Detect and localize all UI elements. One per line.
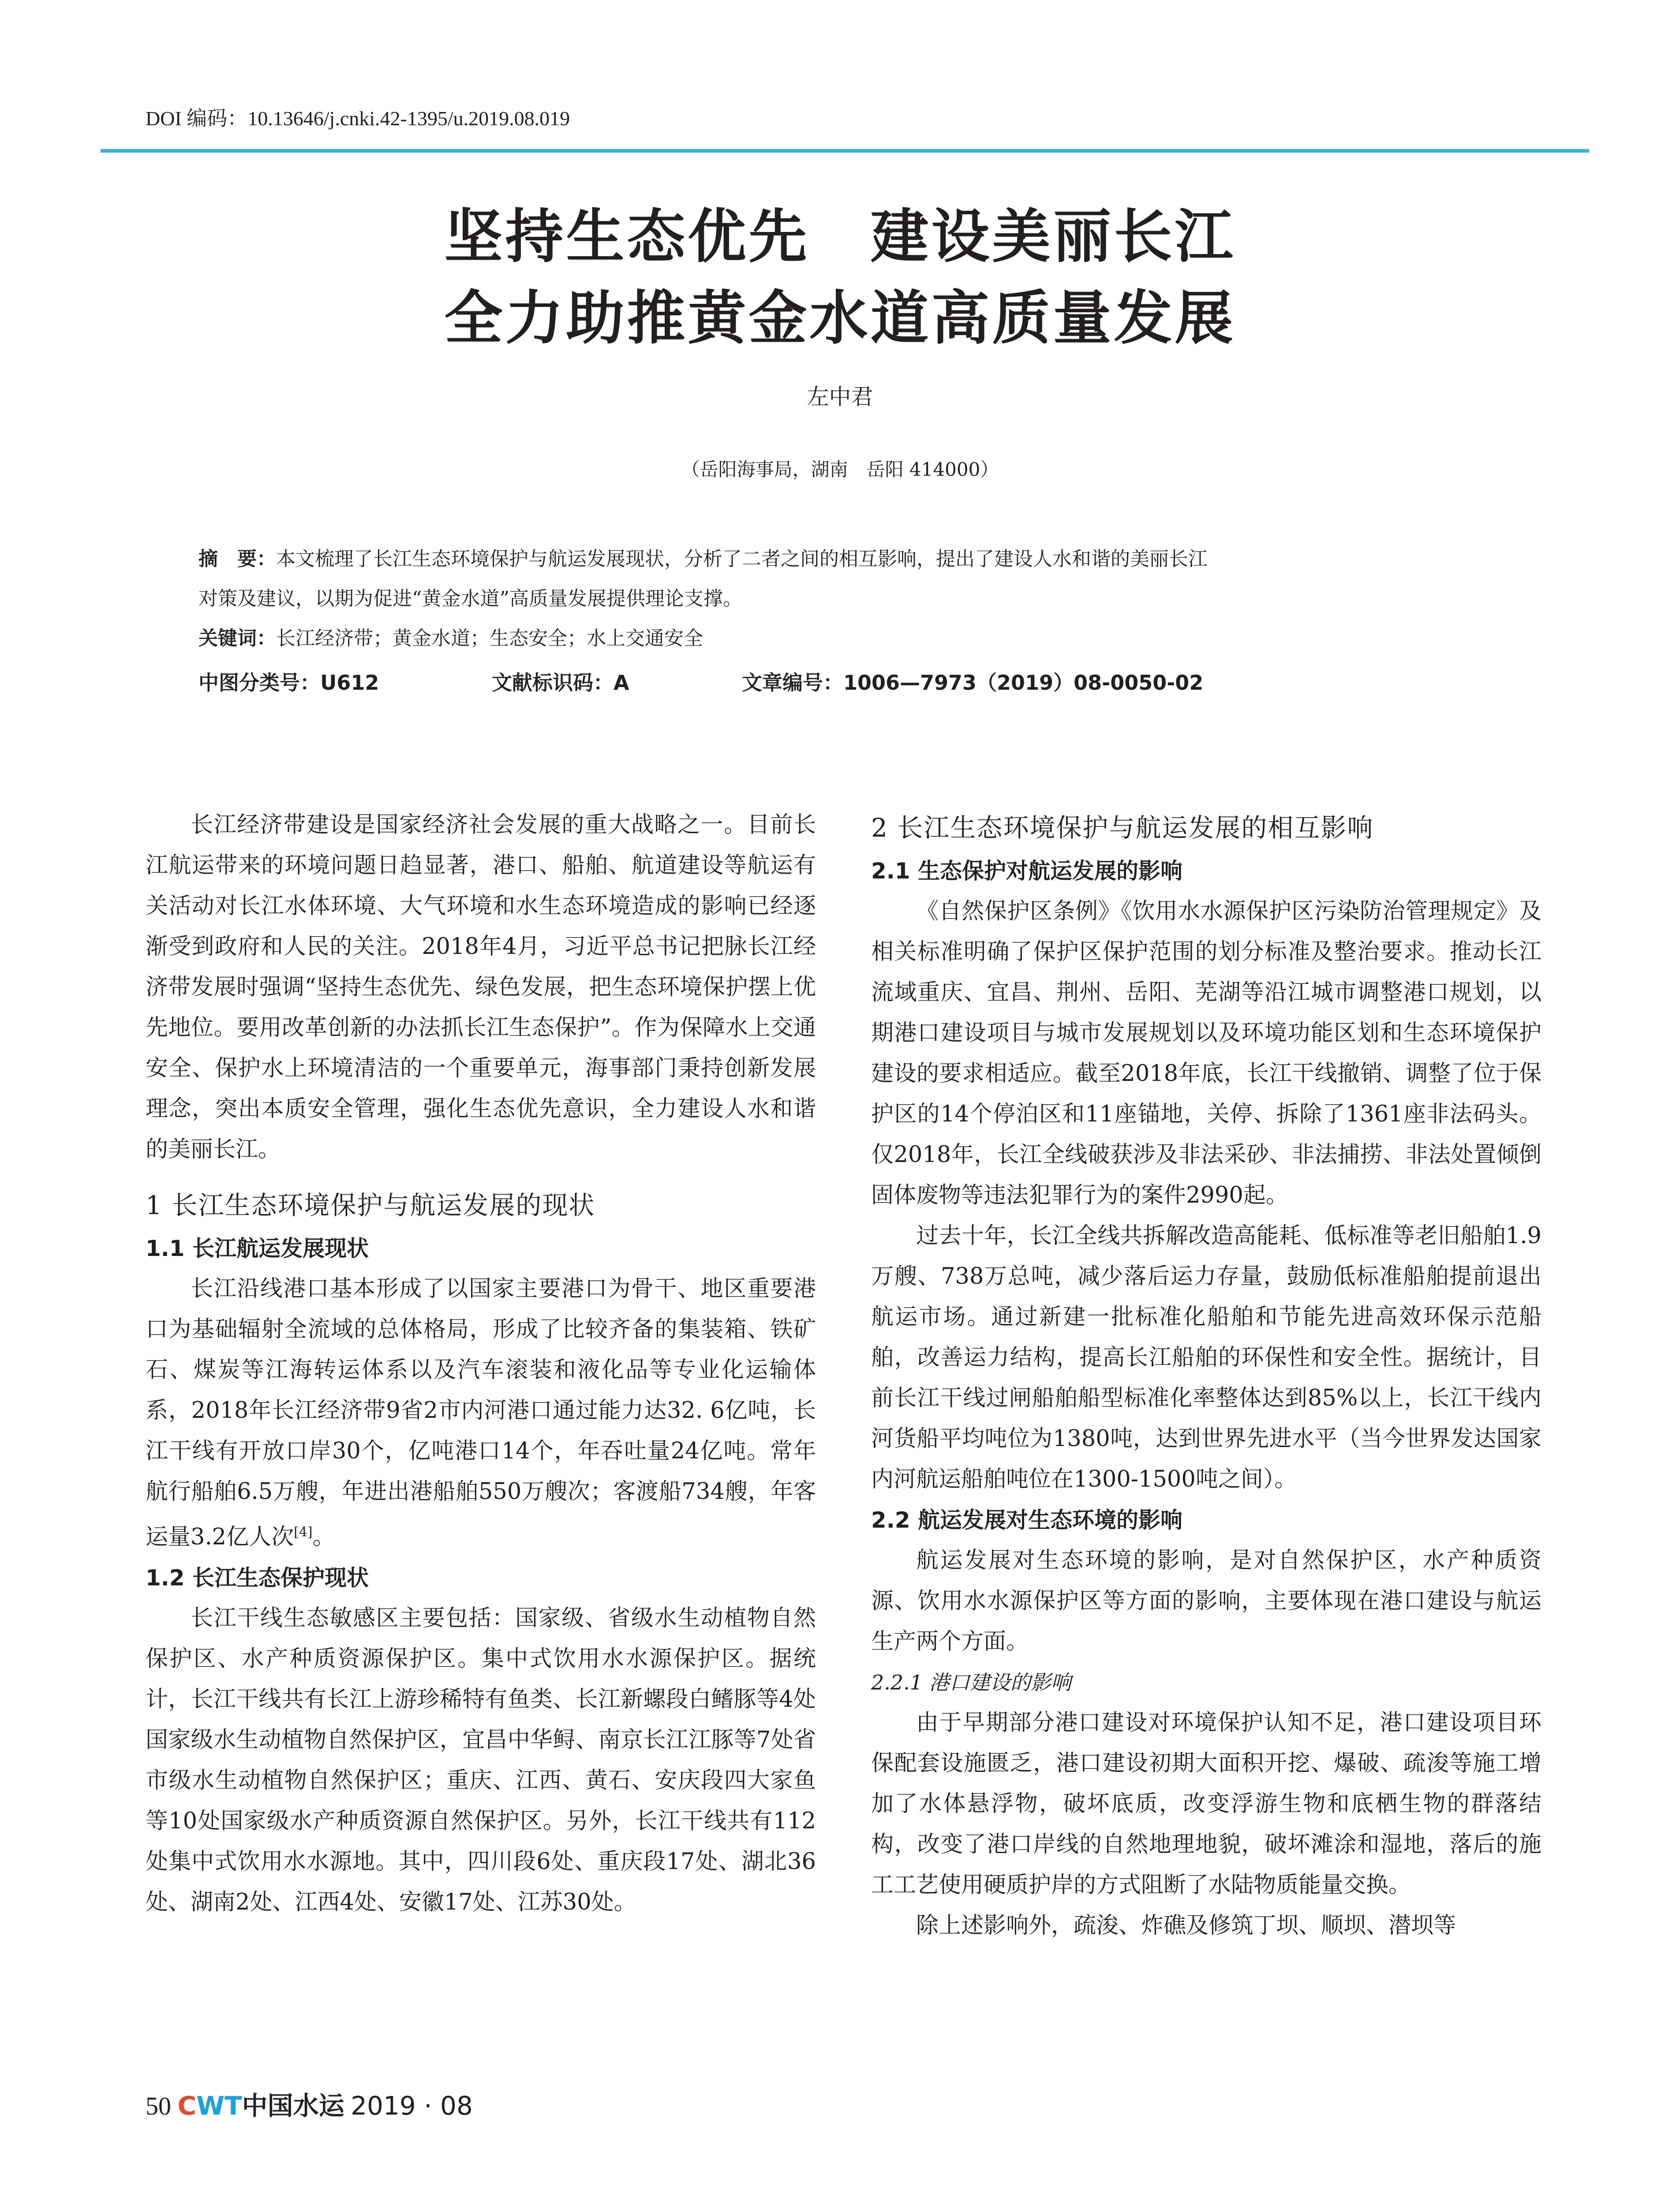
section-2-heading: 2 长江生态环境保护与航运发展的相互影响	[871, 813, 1374, 843]
author-name: 左中君	[807, 384, 873, 410]
intro-paragraph: 长江经济带建设是国家经济社会发展的重大战略之一。目前长江航运带来的环境问题日趋显著，港口、船舶、航道建设等航运有关活动对长江水体环境、大气环境和水生态环境造成的影响已经逐渐受到政府和人民的关注。2018年4月，习近平总书记把脉长江经济带发展时强调“坚持生态优先、绿色发展，把生态环境保护摆上优先地位。要用改革创新的办法抓长江生态保护”。作为保障水上交通安全、保护水上环境清洁的一个重要单元，海事部门秉持创新发展理念，突出本质安全管理，强化生态优先意识，全力建设人水和谐的美丽长江。	[146, 812, 816, 1162]
section-2-1-heading: 2.1 生态保护对航运发展的影响	[871, 858, 1182, 884]
left-column	[146, 805, 816, 1923]
section-1-1-heading: 1.1 长江航运发展现状	[146, 1236, 369, 1261]
section-2-1-paragraph-2: 过去十年，长江全线共拆解改造高能耗、低标准等老旧船舶1.9万艘、738万总吨，减少落后运力存量，鼓励低标准船舶提前退出航运市场。通过新建一批标准化船舶和节能先进高效环保示范船舶，改善运力结构，提高长江船舶的环保性和安全性。据统计，目前长江干线过闸船舶船型标准化率整体达到85%以上，长江干线内河货船平均吨位为1380吨，达到世界先进水平（当今世界发达国家内河航运船舶吨位在1300-1500吨之间）。	[871, 1223, 1542, 1492]
section-1-1-paragraph	[146, 1269, 816, 1558]
page-number: 50	[146, 2092, 171, 2120]
keywords-label: 关键词：	[198, 627, 276, 650]
journal-logo: CWT	[177, 2091, 242, 2121]
journal-name: 中国水运	[242, 2091, 344, 2121]
right-column	[871, 805, 1542, 1946]
section-1-2-paragraph: 长江干线生态敏感区主要包括：国家级、省级水生动植物自然保护区、水产种质资源保护区。集中式饮用水水源保护区。据统计，长江干线共有长江上游珍稀特有鱼类、长江新螺段白鳍豚等4处国家级水生动植物自然保护区，宜昌中华鲟、南京长江江豚等7处省市级水生动植物自然保护区；重庆、江西、黄石、安庆段四大家鱼等10处国家级水产种质资源自然保护区。另外，长江干线共有112处集中式饮用水水源地。其中，四川段6处、重庆段17处、湖北36处、湖南2处、江西4处、安徽17处、江苏30处。	[146, 1605, 816, 1915]
section-1-1-text: 长江沿线港口基本形成了以国家主要港口为骨干、地区重要港口为基础辐射全流域的总体格局，形成了比较齐备的集装箱、铁矿石、煤炭等江海转运体系以及汽车滚装和液化品等专业化运输体系，2018年长江经济带9省2市内河港口通过能力达32. 6亿吨，长江干线有开放口岸30个，亿吨港口14个，年吞吐量24亿吨。常年航行船舶6.5万艘，年进出港船舶550万艘次；客渡船734艘，年客运量3.2亿人次	[146, 1276, 816, 1550]
section-1-heading: 1 长江生态环境保护与航运发展的现状	[146, 1190, 595, 1220]
article-title-line-2: 全力助推黄金水道高质量发展	[444, 284, 1236, 352]
doi-line: DOI 编码：10.13646/j.cnki.42-1395/u.2019.08.019	[146, 107, 570, 130]
header-rule	[101, 149, 1589, 153]
abstract-line-1	[198, 542, 1504, 577]
section-2-2-1-heading: 2.2.1 港口建设的影响	[871, 1671, 1071, 1694]
clc-number: 中图分类号：U612	[198, 671, 379, 695]
abstract-text-2: 对策及建议，以期为促进“黄金水道”高质量发展提供理论支撑。	[198, 587, 742, 610]
section-2-2-1-paragraph-2: 除上述影响外，疏浚、炸礁及修筑丁坝、顺坝、潜坝等	[916, 1913, 1456, 1939]
section-1-1-end: 。	[312, 1524, 335, 1550]
section-2-2-heading: 2.2 航运发展对生态环境的影响	[871, 1507, 1182, 1533]
page-footer	[146, 2085, 473, 2122]
section-2-1-paragraph-1: 《自然保护区条例》《饮用水水源保护区污染防治管理规定》及相关标准明确了保护区保护范围的划分标准及整治要求。推动长江流域重庆、宜昌、荆州、岳阳、芜湖等沿江城市调整港口规划，以期港口建设项目与城市发展规划以及环境功能区划和生态环境保护建设的要求相适应。截至2018年底，长江干线撤销、调整了位于保护区的14个停泊区和11座锚地，关停、拆除了1361座非法码头。仅2018年，长江全线破获涉及非法采砂、非法捕捞、非法处置倾倒固体废物等违法犯罪行为的案件2990起。	[871, 898, 1542, 1208]
keywords-line	[198, 621, 1504, 656]
issue-label: 2019 · 08	[351, 2091, 473, 2121]
section-2-2-1-paragraph-1: 由于早期部分港口建设对环境保护认知不足，港口建设项目环保配套设施匮乏，港口建设初期大面积开挖、爆破、疏浚等施工增加了水体悬浮物，破坏底质，改变浮游生物和底栖生物的群落结构，改变了港口岸线的自然地理地貌，破坏滩涂和湿地，落后的施工工艺使用硬质护岸的方式阻断了水陆物质能量交换。	[871, 1710, 1542, 1898]
section-2-2-paragraph: 航运发展对生态环境的影响，是对自然保护区，水产种质资源、饮用水水源保护区等方面的影响，主要体现在港口建设与航运生产两个方面。	[871, 1547, 1542, 1655]
document-code: 文献标识码：A	[492, 671, 629, 695]
abstract-line-2	[198, 581, 1504, 617]
section-1-2-heading: 1.2 长江生态保护现状	[146, 1565, 369, 1591]
abstract-text-1: 本文梳理了长江生态环境保护与航运发展现状，分析了二者之间的相互影响，提出了建设人水和谐的美丽长江	[276, 548, 1208, 570]
citation-reference: [4]	[294, 1525, 313, 1540]
article-number: 文章编号：1006—7973（2019）08-0050-02	[742, 671, 1204, 695]
author-affiliation: （岳阳海事局，湖南 岳阳 414000）	[681, 459, 999, 480]
article-title-line-1: 坚持生态优先 建设美丽长江	[444, 203, 1236, 271]
keywords-text: 长江经济带；黄金水道；生态安全；水上交通安全	[276, 627, 703, 650]
abstract-label: 摘 要：	[198, 548, 276, 570]
